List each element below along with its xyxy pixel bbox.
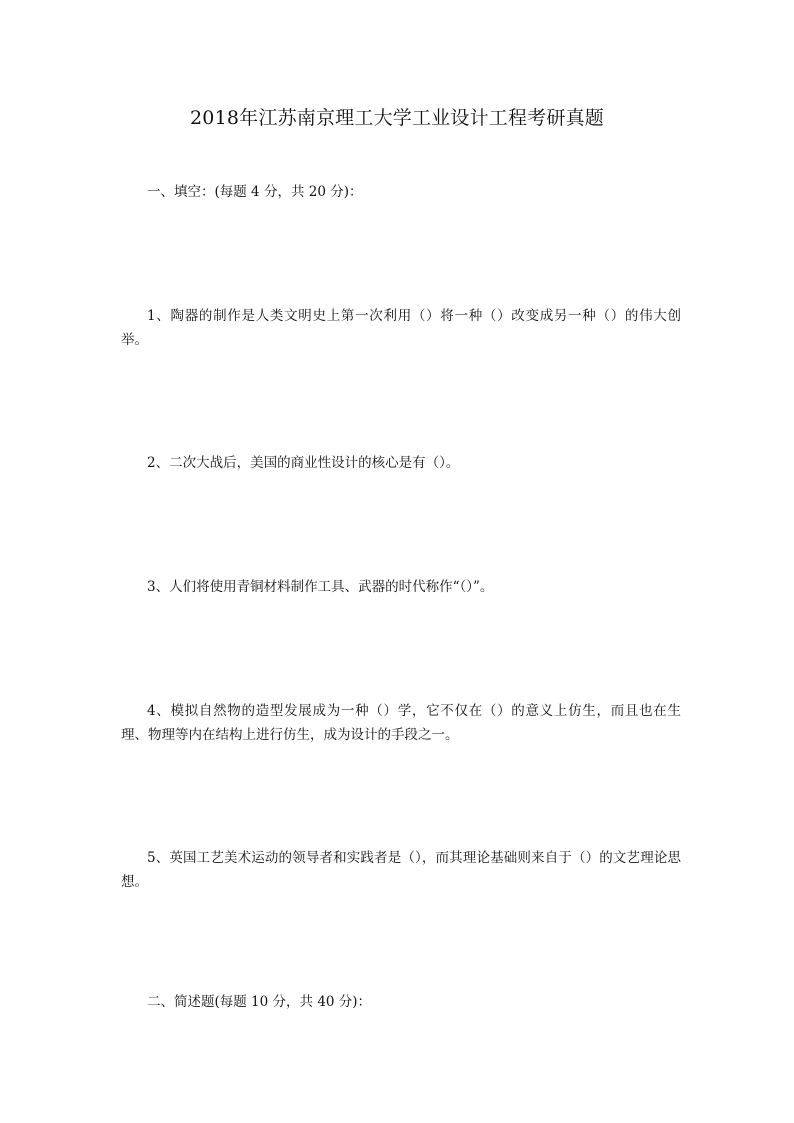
section-heading-fill-in: 一、填空：(每题 4 分，共 20 分)： bbox=[147, 184, 363, 200]
question-3: 3、人们将使用青铜材料制作工具、武器的时代称作“（）”。 bbox=[147, 579, 494, 595]
section-heading-short-answer: 二、简述题(每题 10 分，共 40 分)： bbox=[147, 994, 372, 1010]
question-5: 5、英国工艺美术运动的领导者和实践者是（），而其理论基础则来自于（）的文艺理论思想。 bbox=[121, 850, 681, 890]
question-2: 2、二次大战后，美国的商业性设计的核心是有（）。 bbox=[147, 455, 460, 471]
page-title: 2018年江苏南京理工大学工业设计工程考研真题 bbox=[190, 107, 604, 129]
question-1: 1、陶器的制作是人类文明史上第一次利用（）将一种（）改变成另一种（）的伟大创举。 bbox=[121, 308, 681, 348]
question-4: 4、模拟自然物的造型发展成为一种（）学，它不仅在（）的意义上仿生，而且也在生理、物理等内在结构上进行仿生，成为设计的手段之一。 bbox=[121, 703, 681, 743]
